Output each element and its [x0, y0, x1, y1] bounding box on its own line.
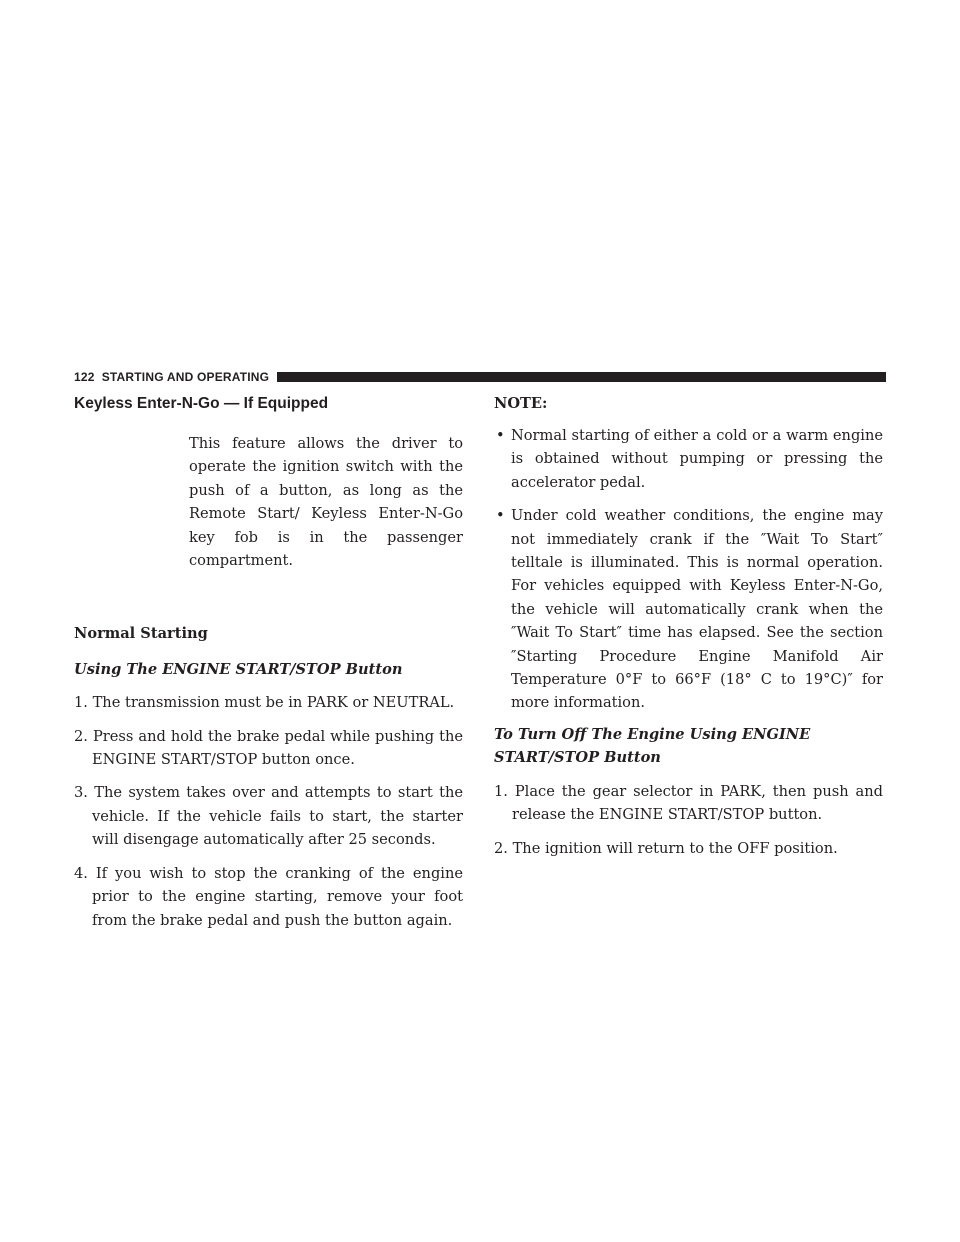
- page-header: [74, 369, 886, 385]
- bullet-icon: •: [496, 427, 505, 444]
- intro-paragraph: This feature allows the driver to operate the ignition switch with the push of a button, as long as the Remote Start/ Keyless Enter-N-Go key fob is in the passenger compartment.: [189, 435, 463, 570]
- page-header-text: [74, 370, 269, 384]
- page-number: 122: [74, 370, 95, 384]
- start-step-4: 4. If you wish to stop the cranking of the engine prior to the engine starting, remove your foot from the brake pedal and push the button again.: [74, 864, 463, 929]
- note-label: NOTE:: [494, 395, 548, 412]
- note-item-2: [494, 504, 883, 715]
- start-step-2: 2. Press and hold the brake pedal while pushing the ENGINE START/STOP button once.: [74, 727, 463, 769]
- start-step-3: 3. The system takes over and attempts to start the vehicle. If the vehicle fails to start, the starter will disengage automatically after 25 seconds.: [74, 784, 463, 849]
- stop-procedure-title: To Turn Off The Engine Using ENGINE START/STOP Button: [494, 725, 811, 767]
- right-column: [494, 394, 883, 860]
- section-title: Keyless Enter-N-Go — If Equipped: [74, 395, 329, 412]
- notes-list: [494, 424, 883, 715]
- start-step-1: 1. The transmission must be in PARK or NEUTRAL.: [74, 694, 455, 712]
- start-steps-list: [74, 691, 463, 932]
- stop-step-1: 1. Place the gear selector in PARK, then push and release the ENGINE START/STOP button.: [494, 782, 883, 824]
- note-item-1: [494, 424, 883, 494]
- bullet-icon: •: [496, 507, 505, 525]
- stop-step-2: 2. The ignition will return to the OFF position.: [494, 839, 838, 857]
- stop-steps-list: [494, 780, 883, 860]
- note-text-1: Normal starting of either a cold or a warm engine is obtained without pumping or pressing the accelerator pedal.: [511, 427, 883, 491]
- start-procedure-title: Using The ENGINE START/STOP Button: [74, 660, 403, 678]
- note-text-2: Under cold weather conditions, the engine may not immediately crank if the ″Wait To Start″ telltale is illuminated. This is normal operation. For vehicles equipped with Keyless Enter-N-Go, the vehicle will automatically crank when the ″Wait To Start″ time has elapsed. See the section ″Starting Procedure Engine Manifold Air Temperature 0°F to 66°F (18° C to 19°C)″ for more information.: [511, 507, 883, 712]
- normal-starting-heading: Normal Starting: [74, 625, 208, 643]
- left-column: [74, 394, 463, 932]
- section-name: STARTING AND OPERATING: [101, 370, 270, 384]
- header-rule: [277, 372, 886, 382]
